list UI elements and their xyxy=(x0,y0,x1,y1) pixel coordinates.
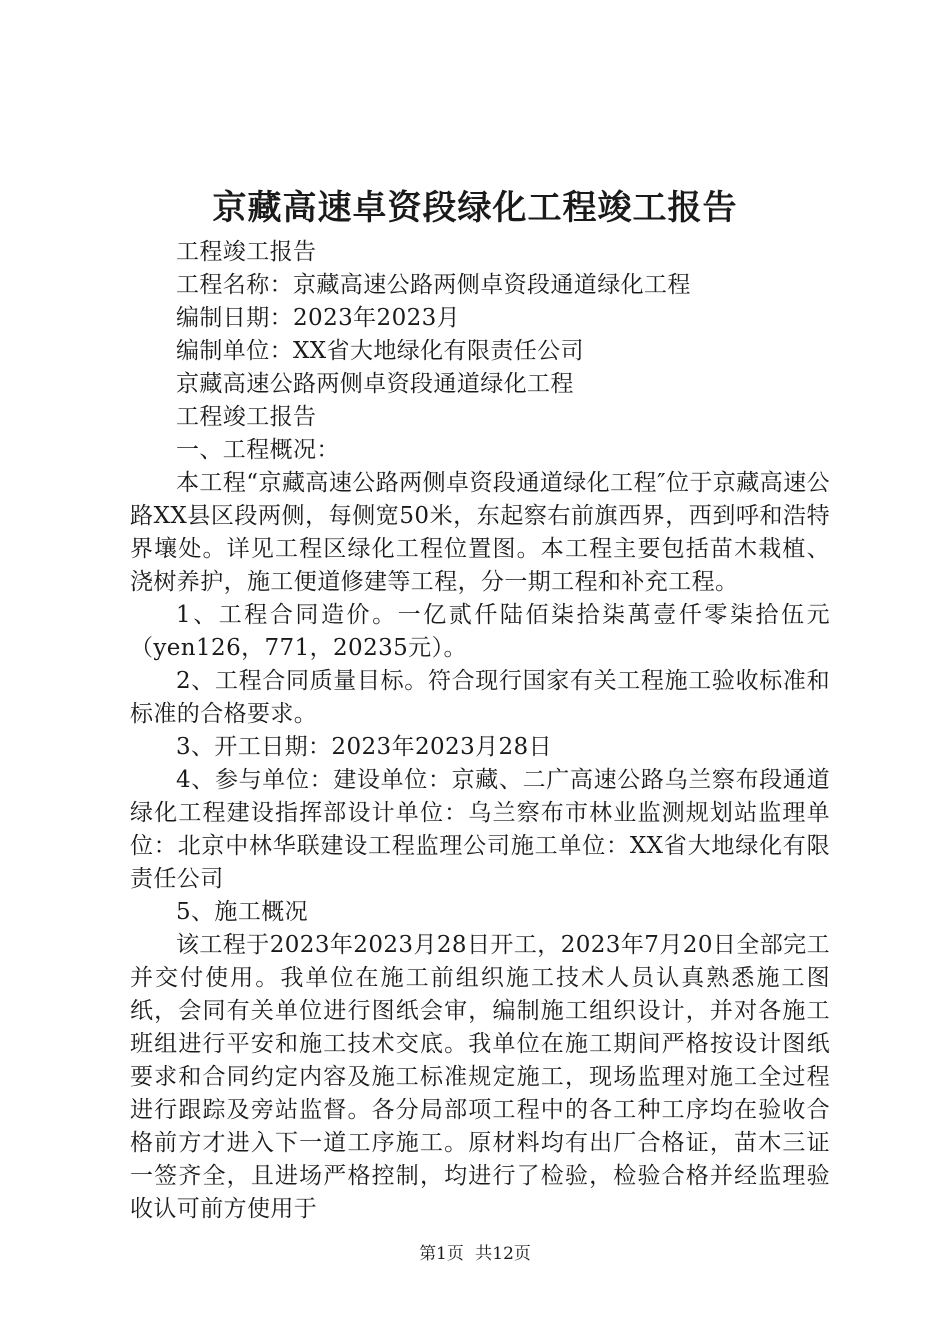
paragraph-heading: 工程竣工报告 xyxy=(176,239,317,265)
paragraph-construction: 该工程于2023年2023月28日开工，2023年7月20日全部完工并交付使用。我单位在施工前组织施工技术人员认真熟悉施工图纸，会同有关单位进行图纸会审，编制施工组织设计，并对各施工班组进行平安和施工技术交底。我单位在施工期间严格按设计图纸要求和合同约定内容及施工标准规定施工，现场监理对施工全过程进行跟踪及旁站监督。各分局部项工程中的各工种工序均在验收合格前方才进入下一道工序施工。原材料均有出厂合格证，苗木三证一签齐全，且进场严格控制，均进行了检验，检验合格并经监理验收认可前方使用于 xyxy=(130,932,830,1222)
paragraph-overview: 本工程“京藏高速公路两侧卓资段通道绿化工程″位于京藏高速公路XX县区段两侧，每侧宽50米，东起察右前旗西界，西到呼和浩特界壤处。详见工程区绿化工程位置图。本工程主要包括苗木栽植、浇树养护，施工便道修建等工程，分一期工程和补充工程。 xyxy=(130,470,830,595)
document-title: 京藏高速卓资段绿化工程竣工报告 xyxy=(212,188,738,228)
paragraph-date: 编制日期：2023年2023月 xyxy=(176,305,461,331)
page-number: 第1页 xyxy=(419,1244,464,1264)
paragraph-report: 工程竣工报告 xyxy=(176,404,317,430)
document-body xyxy=(130,236,830,1226)
section-heading-construction: 5、施工概况 xyxy=(176,899,309,925)
paragraph-project: 京藏高速公路两侧卓资段通道绿化工程 xyxy=(176,371,574,397)
paragraph-quality-target: 2、工程合同质量目标。符合现行国家有关工程施工验收标准和标准的合格要求。 xyxy=(130,668,830,727)
paragraph-participants: 4、参与单位：建设单位：京藏、二广高速公路乌兰察布段通道绿化工程建设指挥部设计单位：乌兰察布市林业监测规划站监理单位：北京中林华联建设工程监理公司施工单位：XX省大地绿化有限责任公司 xyxy=(130,767,830,892)
paragraph-project-name: 工程名称：京藏高速公路两侧卓资段通道绿化工程 xyxy=(176,272,691,298)
page-total: 共12页 xyxy=(475,1244,531,1264)
paragraph-contract-price: 1、工程合同造价。一亿贰仟陆佰柒拾柒萬壹仟零柒拾伍元（yen126，771，20235元）。 xyxy=(130,602,830,661)
section-heading-overview: 一、工程概况： xyxy=(176,437,340,463)
page-footer xyxy=(0,1242,950,1266)
paragraph-unit: 编制单位：XX省大地绿化有限责任公司 xyxy=(176,338,584,364)
paragraph-start-date: 3、开工日期：2023年2023月28日 xyxy=(176,734,552,760)
